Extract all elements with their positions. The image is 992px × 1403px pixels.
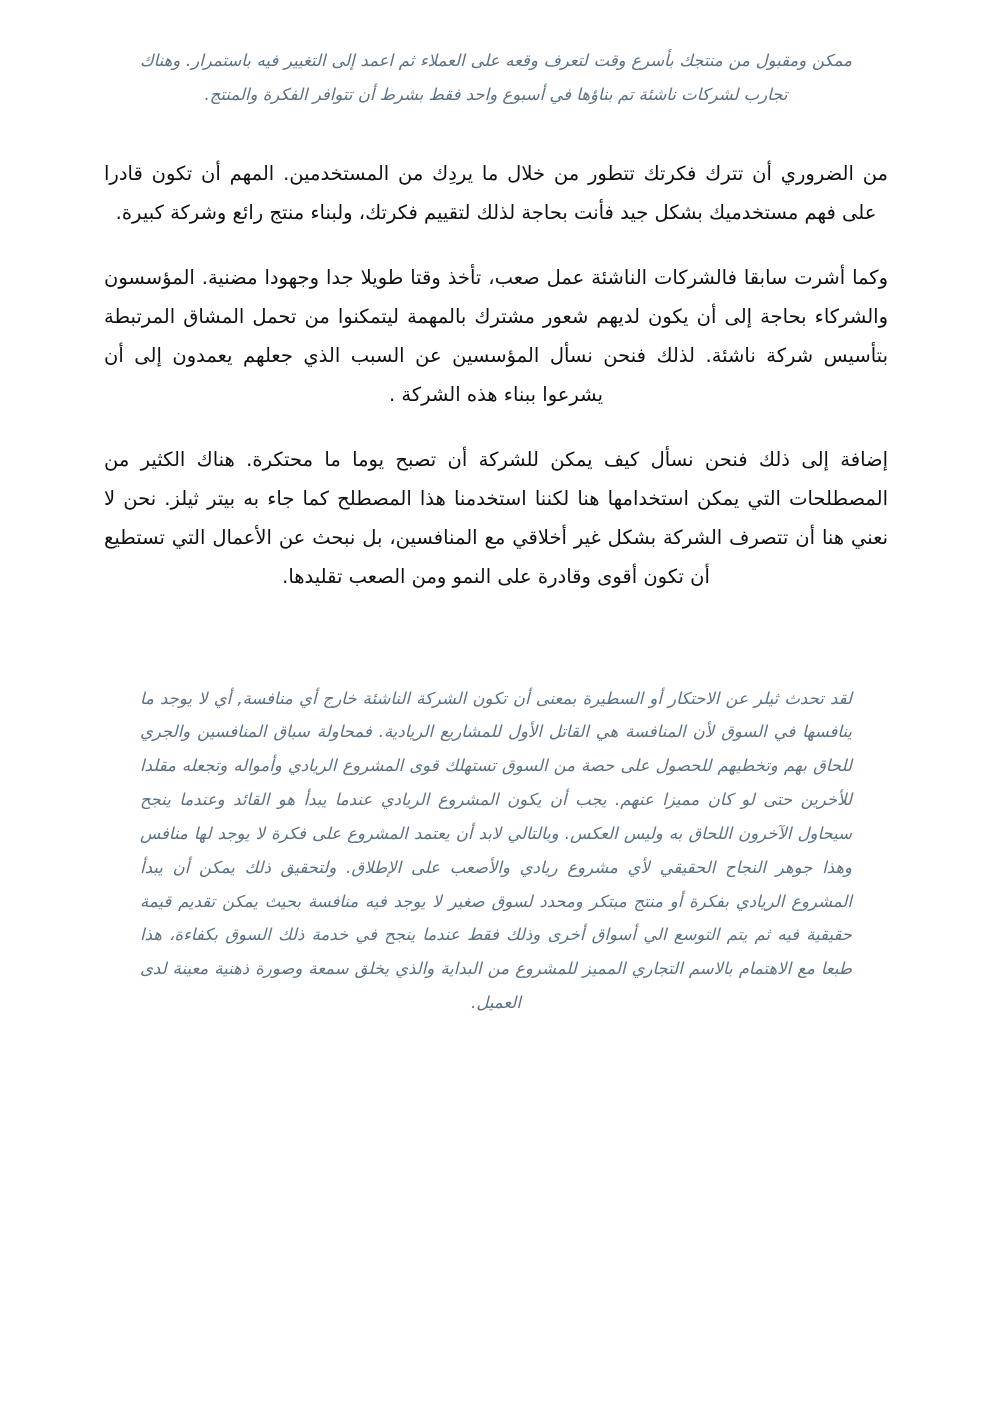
quote-paragraph-intro: ممكن ومقبول من منتجك بأسرع وقت لتعرف وقعه على العملاء ثم اعمد إلى التغيير فيه باستمرار. وهناك تجارب لشركات ناشئة تم بناؤها في أسبوع واحد فقط بشرط أن تتوافر الفكرة والمنتج. [140,51,852,104]
body-paragraph-3: إضافة إلى ذلك فنحن نسأل كيف يمكن للشركة أن تصبح يوما ما محتكرة. هناك الكثير من المصطلحات التي يمكن استخدامها هنا لكننا استخدمنا هذا المصطلح كما جاء به بيتر ثيلز. نحن لا نعني هنا أن تتصرف الشركة بشكل غير أخلاقي مع المنافسين، بل نبحث عن الأعمال التي تستطيع أن تكون أقوى وقادرة على النمو ومن الصعب تقليدها. [104,447,888,588]
quote-paragraph-outro: لقد تحدث ثيلر عن الاحتكار أو السطيرة بمعنى أن تكون الشركة الناشئة خارج أي منافسة, أي لا يوجد ما ينافسها في السوق لأن المنافسة هي القاتل الأول للمشاريع الريادية. فمحاولة سباق المنافسين والجري للحاق بهم وتخطيهم للحصول على حصة من السوق تستهلك قوى المشروع الريادي وأمواله وتجعله مقلدا للأخرين حتى لو كان مميزا عنهم. يجب أن يكون المشروع الريادي عندما يبدأ هو القائد وعندما ينجح سيحاول الآخرون اللحاق به وليس العكس. وبالتالي لابد أن يعتمد المشروع على فكرة لا يوجد لها منافس وهذا جوهر النجاح الحقيقي لأي مشروع ريادي والأصعب على الإطلاق. ولتحقيق ذلك يمكن أن يبدأ المشروع الريادي بفكرة أو منتج مبتكر ومحدد لسوق صغير لا يوجد فيه منافسة بحيث يمكن تقديم قيمة حقيقية فيه ثم يتم التوسع الي أسواق أخرى وذلك فقط عندما ينجح في خدمة ذلك السوق بكفاءة، هذا طبعا مع الاهتمام بالاسم التجاري المميز للمشروع من البداية والذي يخلق سمعة وصورة ذهنية معينة لدى العميل. [140,688,852,1012]
body-paragraph-2: وكما أشرت سابقا فالشركات الناشئة عمل صعب، تأخذ وقتا طويلا جدا وجهودا مضنية. المؤسسون والشركاء بحاجة إلى أن يكون لديهم شعور مشترك بالمهمة ليتمكنوا من تحمل المشاق المرتبطة بتأسيس شركة ناشئة. لذلك فنحن نسأل المؤسسين عن السبب الذي جعلهم يعمدون إلى أن يشرعوا ببناء هذه الشركة . [104,265,888,406]
body-paragraph-1: من الضروري أن تترك فكرتك تتطور من خلال ما يردِك من المستخدمين. المهم أن تكون قادرا على فهم مستخدميك بشكل جيد فأنت بحاجة لذلك لتقييم فكرتك، ولبناء منتج رائع وشركة كبيرة. [104,161,888,224]
section-spacer [104,622,888,648]
